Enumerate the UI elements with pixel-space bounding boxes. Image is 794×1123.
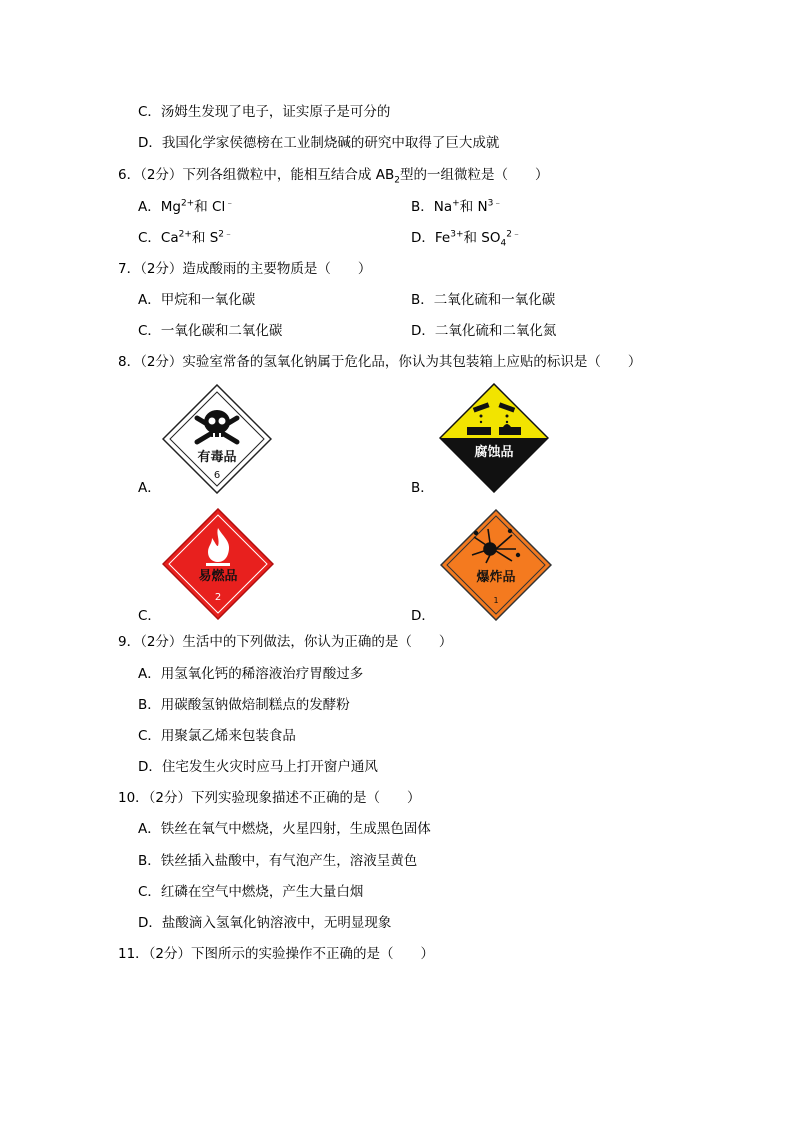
q10-option-a: A．铁丝在氧气中燃烧，火星四射，生成黑色固体 — [138, 821, 431, 837]
q9-option-c: C．用聚氯乙烯来包装食品 — [138, 728, 296, 744]
class-number: 1 — [493, 596, 499, 605]
sign-text: 易燃品 — [198, 569, 238, 584]
q9-option-d: D．住宅发生火灾时应马上打开窗户通风 — [138, 759, 378, 775]
q7-option-a: A．甲烷和一氧化碳 — [138, 292, 256, 308]
q8-option-a-letter: A． — [138, 480, 161, 496]
q8-option-c-letter: C． — [138, 608, 161, 624]
q8-option-b-letter: B． — [411, 480, 434, 496]
q6-option-c: C．$Ca^{2+}$和 $S^{2﹣}$ — [138, 229, 234, 246]
q10-option-b: B．铁丝插入盐酸中，有气泡产生，溶液呈黄色 — [138, 853, 418, 869]
q10-option-d: D．盐酸滴入氢氧化钠溶液中，无明显现象 — [138, 915, 392, 931]
q8-option-d-letter: D． — [411, 608, 435, 624]
q10-stem: 10．（2分）下列实验现象描述不正确的是（ ） — [118, 790, 421, 806]
q11-stem: 11．（2分）下图所示的实验操作不正确的是（ ） — [118, 946, 435, 962]
class-number: 6 — [213, 470, 221, 481]
explosive-sign — [440, 509, 552, 621]
q7-option-b: B．二氧化硫和一氧化碳 — [411, 292, 556, 308]
flammable-sign — [162, 508, 274, 620]
q7-stem: 7．（2分）造成酸雨的主要物质是（ ） — [118, 261, 372, 277]
q9-stem: 9．（2分）生活中的下列做法，你认为正确的是（ ） — [118, 634, 453, 650]
toxic-sign — [162, 384, 272, 494]
sign-text: 腐蚀品 — [474, 445, 514, 460]
q6-option-b: B．Na+和 $N^{3﹣}$ — [411, 198, 503, 215]
q10-option-c: C．红磷在空气中燃烧，产生大量白烟 — [138, 884, 364, 900]
q8-stem: 8．（2分）实验室常备的氢氧化钠属于危化品，你认为其包装箱上应贴的标识是（ ） — [118, 354, 642, 370]
q7-option-d: D．二氧化硫和二氧化氮 — [411, 323, 557, 339]
q7-option-c: C．一氧化碳和二氧化碳 — [138, 323, 283, 339]
q5-option-c: C．汤姆生发现了电子，证实原子是可分的 — [138, 104, 391, 120]
sign-text: 有毒品 — [197, 450, 237, 465]
sign-text: 爆炸品 — [476, 570, 516, 585]
q6-option-a: A．$Mg^{2+}$和 Cl﹣ — [138, 198, 235, 215]
q9-option-b: B．用碳酸氢钠做焙制糕点的发酵粉 — [138, 697, 350, 713]
q5-option-d: D．我国化学家侯德榜在工业制烧碱的研究中取得了巨大成就 — [138, 135, 500, 151]
q6-stem: 6．（2分）下列各组微粒中，能相互结合成 $AB_2$型的一组微粒是（ ） — [118, 167, 549, 186]
corrosive-sign — [439, 383, 549, 493]
class-number: 2 — [214, 592, 222, 603]
q9-option-a: A．用氢氧化钙的稀溶液治疗胃酸过多 — [138, 666, 364, 682]
q6-option-d: D．$Fe^{3+}$和 $SO_4^{2﹣}$ — [411, 229, 521, 249]
